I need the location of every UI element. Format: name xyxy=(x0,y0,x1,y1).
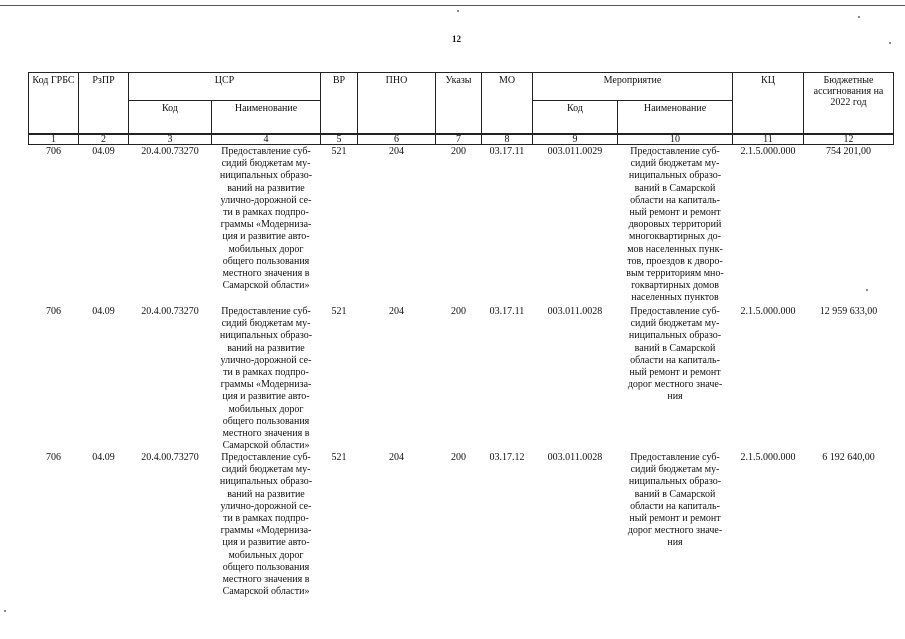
column-number: 10 xyxy=(617,134,733,145)
column-number: 7 xyxy=(435,134,482,145)
kc-cell: 2.1.5.000.000 xyxy=(740,452,796,463)
grbs-cell: 706 xyxy=(46,146,61,157)
kc-cell: 2.1.5.000.000 xyxy=(740,306,796,317)
pno-cell: 204 xyxy=(389,452,404,463)
vr-cell: 521 xyxy=(331,306,347,317)
header-ukazy: Указы xyxy=(435,72,482,134)
scan-speck xyxy=(457,10,459,12)
header-kc: КЦ xyxy=(732,72,804,134)
grbs-cell: 706 xyxy=(46,452,61,463)
event-name-cell: Предоставление суб- сидий бюджетам му- ниципальных образо- ваний в Самарской области на капиталь- ный ремонт и ремонт дорог местного значе- ния xyxy=(627,452,723,549)
csr-name-cell: Предоставление суб- сидий бюджетам му- ниципальных образо- ваний на развитие улично-дорожной се- ти в рамках подпро- граммы «Модерниза- ция и развитие авто- мобильных дорог общего пользования местного значения в Самарской области» xyxy=(219,146,313,292)
column-number: 2 xyxy=(78,134,129,145)
page-number: 12 xyxy=(452,34,461,44)
column-number: 5 xyxy=(320,134,358,145)
column-number: 8 xyxy=(481,134,533,145)
column-number: 12 xyxy=(803,134,894,145)
kc-cell: 2.1.5.000.000 xyxy=(740,146,796,157)
event-name-cell: Предоставление суб- сидий бюджетам му- ниципальных образо- ваний в Самарской области на капиталь- ный ремонт и ремонт дворовых территорий многоквартирных до- мов населенных пунк- тов, проездов к дворо- вым территориям мно- гоквартирных домов населенных пунктов xyxy=(626,146,724,304)
csr-code-cell: 20.4.00.73270 xyxy=(141,146,199,157)
ukazy-cell: 200 xyxy=(451,452,466,463)
amount-cell: 754 201,00 xyxy=(826,146,871,157)
header-vr: ВР xyxy=(320,72,358,134)
header-pno: ПНО xyxy=(357,72,436,134)
scan-speck xyxy=(889,42,891,44)
event-code-cell: 003.011.0028 xyxy=(547,452,603,463)
rzpr-cell: 04.09 xyxy=(92,306,115,317)
csr-code-cell: 20.4.00.73270 xyxy=(141,306,199,317)
mo-cell: 03.17.11 xyxy=(489,146,525,157)
column-number: 1 xyxy=(28,134,79,145)
vr-cell: 521 xyxy=(331,146,347,157)
scan-speck xyxy=(4,610,6,612)
vr-cell: 521 xyxy=(331,452,347,463)
scan-speck xyxy=(866,289,868,291)
column-number: 9 xyxy=(532,134,618,145)
header-csr-code: Код xyxy=(128,100,212,134)
column-number: 4 xyxy=(211,134,321,145)
header-event: Мероприятие xyxy=(532,72,733,101)
event-code-cell: 003.011.0028 xyxy=(547,306,603,317)
csr-name-cell: Предоставление суб- сидий бюджетам му- ниципальных образо- ваний на развитие улично-дорожной се- ти в рамках подпро- граммы «Модерниза- ция и развитие авто- мобильных дорог общего пользования местного значения в Самарской области» xyxy=(219,452,313,598)
header-rzpr: РзПР xyxy=(78,72,129,134)
mo-cell: 03.17.11 xyxy=(489,306,525,317)
top-rule xyxy=(0,5,905,6)
column-number: 6 xyxy=(357,134,436,145)
scan-speck xyxy=(858,16,860,18)
csr-name-cell: Предоставление суб- сидий бюджетам му- ниципальных образо- ваний на развитие улично-дорожной се- ти в рамках подпро- граммы «Модерниза- ция и развитие авто- мобильных дорог общего пользования местного значения в Самарской области» xyxy=(219,306,313,452)
header-budget: Бюджетные ассигнования на 2022 год xyxy=(803,72,894,134)
header-csr-name: Наименование xyxy=(211,100,321,134)
amount-cell: 6 192 640,00 xyxy=(822,452,875,463)
header-event-code: Код xyxy=(532,100,618,134)
column-number: 11 xyxy=(732,134,804,145)
event-name-cell: Предоставление суб- сидий бюджетам му- ниципальных образо- ваний в Самарской области на капиталь- ный ремонт и ремонт дорог местного значе- ния xyxy=(627,306,723,403)
header-grbs: Код ГРБС xyxy=(28,72,79,134)
grbs-cell: 706 xyxy=(46,306,61,317)
column-number: 3 xyxy=(128,134,212,145)
rzpr-cell: 04.09 xyxy=(92,452,115,463)
pno-cell: 204 xyxy=(389,306,404,317)
csr-code-cell: 20.4.00.73270 xyxy=(141,452,199,463)
pno-cell: 204 xyxy=(389,146,404,157)
mo-cell: 03.17.12 xyxy=(489,452,525,463)
ukazy-cell: 200 xyxy=(451,306,466,317)
header-event-name: Наименование xyxy=(617,100,733,134)
header-csr: ЦСР xyxy=(128,72,321,101)
rzpr-cell: 04.09 xyxy=(92,146,115,157)
header-mo: МО xyxy=(481,72,533,134)
amount-cell: 12 959 633,00 xyxy=(819,306,878,317)
ukazy-cell: 200 xyxy=(451,146,466,157)
event-code-cell: 003.011.0029 xyxy=(547,146,603,157)
